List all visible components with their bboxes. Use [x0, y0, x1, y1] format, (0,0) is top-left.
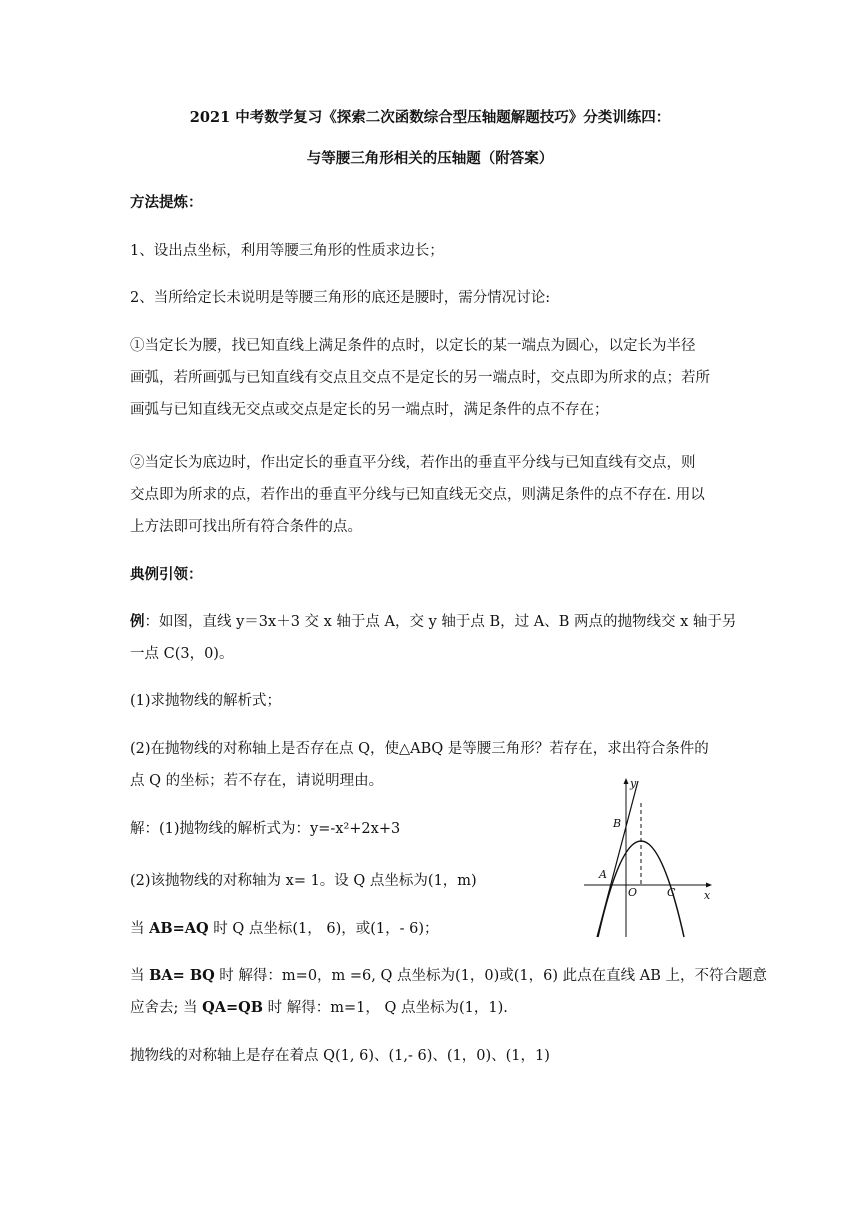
method-case-2-line-1: ②当定长为底边时，作出定长的垂直平分线，若作出的垂直平分线与已知直线有交点，则 [130, 455, 696, 471]
example-question-line-2: 一点 C(3，0)。 [130, 646, 234, 662]
example-subquestion-2-line-1: (2)在抛物线的对称轴上是否存在点 Q，使△ABQ 是等腰三角形？若存在，求出符合条件的 [130, 741, 709, 757]
solution-line-6: 抛物线的对称轴上是存在着点 Q(1, 6)、(1,- 6)、(1，0)、(1，1) [130, 1048, 550, 1064]
origin-label: O [628, 886, 638, 899]
method-point-1: 1、设出点坐标，利用等腰三角形的性质求边长； [130, 243, 444, 259]
solution-line-2: (2)该抛物线的对称轴为 x= 1。设 Q 点坐标为(1，m) [130, 873, 477, 889]
example-heading: 典例引领： [130, 566, 203, 583]
method-case-1-line-3: 画弧与已知直线无交点或交点是定长的另一端点时，满足条件的点不存在； [130, 402, 609, 418]
example-subquestion-2-line-2: 点 Q 的坐标；若不存在，请说明理由。 [130, 773, 384, 789]
solution-line-4: 当 BA= BQ 时 解得：m=0，m =6, Q 点坐标为(1，0)或(1，6) 此点在直线 AB 上，不符合题意 [130, 967, 767, 984]
solution-line-1: 解：(1)抛物线的解析式为：y=-x²+2x+3 [130, 821, 401, 837]
method-case-2-line-2: 交点即为所求的点，若作出的垂直平分线与已知直线无交点，则满足条件的点不存在. 用以 [130, 487, 705, 503]
doc-subtitle: 与等腰三角形相关的压轴题（附答案） [306, 150, 554, 167]
y-axis-arrow-icon [624, 778, 629, 784]
point-b-label: B [613, 817, 622, 830]
method-point-2: 2、当所给定长未说明是等腰三角形的底还是腰时，需分情况讨论: [130, 290, 551, 306]
y-axis-label: y [630, 777, 637, 790]
method-case-1-line-2: 画弧，若所画弧与已知直线有交点且交点不是定长的另一端点时，交点即为所求的点；若所 [130, 370, 710, 386]
example-subquestion-1: (1)求抛物线的解析式； [130, 693, 282, 709]
doc-title: 2021 中考数学复习《探索二次函数综合型压轴题解题技巧》分类训练四： [189, 109, 671, 126]
point-a-label: A [599, 868, 607, 881]
method-case-2-line-3: 上方法即可找出所有符合条件的点。 [130, 519, 362, 535]
solution-line-3: 当 AB=AQ 时 Q 点坐标(1， 6)，或(1，- 6)； [130, 920, 439, 937]
x-axis-label: x [704, 889, 711, 902]
solution-line-5: 应舍去; 当 QA=QB 时 解得：m=1， Q 点坐标为(1，1). [130, 999, 508, 1016]
method-case-1-line-1: ①当定长为腰，找已知直线上满足条件的点时，以定长的某一端点为圆心，以定长为半径 [130, 338, 696, 354]
example-question-line-1: 例：如图，直线 y＝3x＋3 交 x 轴于点 A，交 y 轴于点 B，过 A、B 两点的抛物线交 x 轴于另 [130, 613, 737, 630]
method-heading: 方法提炼： [130, 194, 203, 211]
point-c-label: C [667, 886, 676, 899]
example-label: 例 [130, 613, 145, 630]
parabola-figure [580, 775, 720, 940]
x-axis-arrow-icon [706, 883, 712, 888]
